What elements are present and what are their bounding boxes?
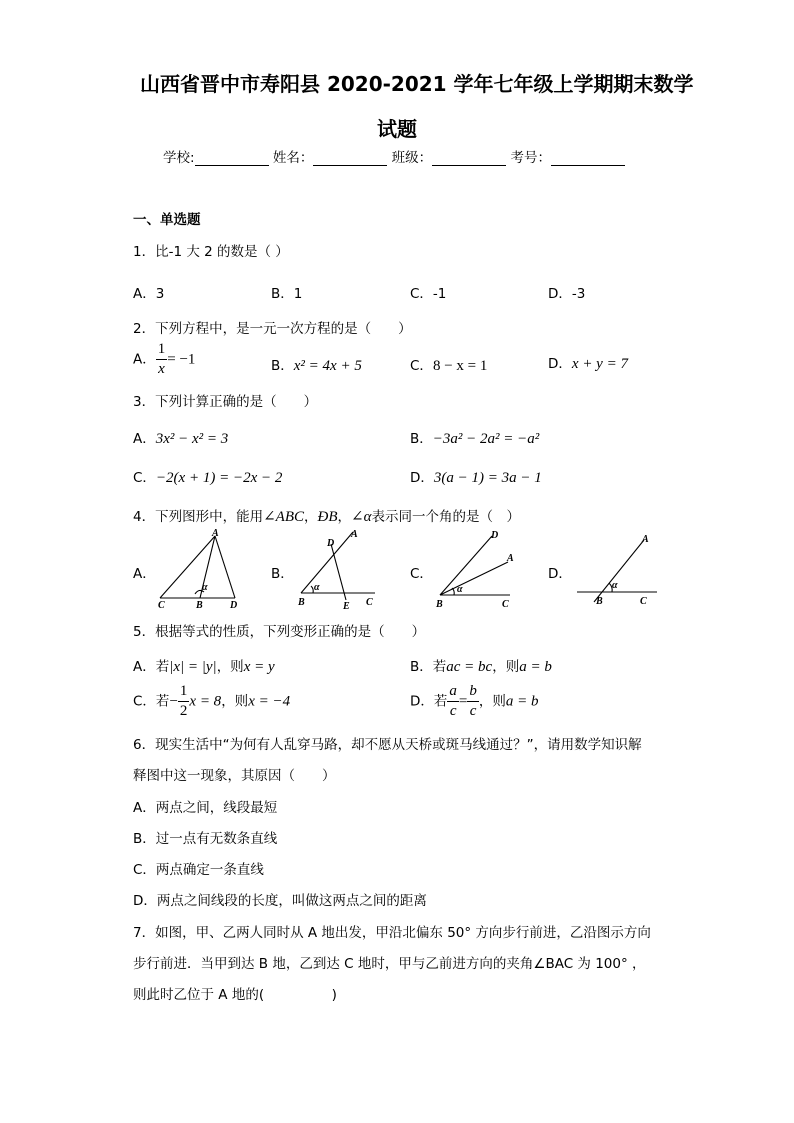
q1-option-c: C．-1 (410, 286, 447, 302)
fig-c-label-a: A (507, 553, 514, 564)
field-class-label: 班级： (391, 150, 433, 166)
fig-b-label-d: D (327, 538, 335, 549)
q5-option-d: D．若 $\frac{a}{c}$ = $\frac{b}{c}$ ，则a = b (410, 683, 539, 719)
fig-b-label-a: A (351, 529, 358, 540)
fig-c-label-alpha: α (457, 584, 463, 595)
q2-option-c: C．8 − x = 1 (410, 358, 488, 374)
section-heading: 一、单选题 (133, 212, 201, 228)
q5-stem: 5．根据等式的性质，下列变形正确的是（ ） (133, 624, 426, 640)
q7-stem-line2: 步行前进．当甲到达 B 地，乙到达 C 地时，甲与乙前进方向的夹角∠BAC 为 100° ， (133, 956, 646, 972)
fig-b-label-c: C (366, 597, 373, 608)
q7-stem-line1: 7．如图，甲、乙两人同时从 A 地出发，甲沿北偏东 50° 方向步行前进，乙沿图示方向 (133, 925, 651, 941)
field-id-label: 考号： (510, 150, 551, 166)
fig-c-label-b: B (436, 599, 443, 610)
fig-a-label-a: A (212, 528, 219, 539)
q4-option-d: D． (548, 566, 572, 582)
q3-option-c: C．−2(x + 1) = −2x − 2 (133, 470, 283, 486)
fig-b-label-b: B (298, 597, 305, 608)
q6-stem-line2: 释图中这一现象，其原因（ ） (133, 768, 336, 784)
q5-option-b: B．若ac = bc，则a = b (410, 659, 552, 675)
q4-option-c: C． (410, 566, 433, 582)
fig-a-label-d: D (230, 600, 238, 611)
field-school-label: 学校: (163, 150, 195, 166)
field-name-label: 姓名： (272, 150, 314, 166)
field-class-blank (432, 151, 506, 166)
field-id-blank (551, 151, 625, 166)
q3-stem: 3．下列计算正确的是（ ） (133, 394, 318, 410)
fig-c-label-d: D (491, 530, 499, 541)
fig-b-label-alpha: α (314, 582, 320, 593)
fig-a-label-c: C (158, 600, 165, 611)
fig-d-label-b: B (596, 596, 603, 607)
info-fields (163, 146, 625, 166)
q1-stem: 1．比-1 大 2 的数是（ ） (133, 244, 289, 260)
q4-figure-c (430, 528, 530, 612)
fig-a-label-alpha: α (202, 582, 208, 593)
q4-option-a: A． (133, 566, 156, 582)
q3-option-d: D．3(a − 1) = 3a − 1 (410, 470, 542, 486)
page-title-line2: 试题 (377, 117, 417, 141)
fig-d-label-a: A (642, 534, 649, 545)
q1-option-b: B．1 (271, 286, 303, 302)
q5-option-a: A．若|x| = |y|，则x = y (133, 659, 275, 675)
q6-option-b: B．过一点有无数条直线 (133, 831, 278, 847)
q2-stem: 2．下列方程中，是一元一次方程的是（ ） (133, 321, 412, 337)
q5-d-fraction-1: $\frac{a}{c}$ (449, 683, 457, 719)
q3-option-b: B．−3a² − 2a² = −a² (410, 431, 540, 447)
q4-figure-d (572, 528, 672, 612)
q4-option-b: B． (271, 566, 294, 582)
q6-option-d: D．两点之间线段的长度，叫做这两点之间的距离 (133, 893, 427, 909)
q4-figure-a (155, 528, 245, 612)
page-title: 山西省晋中市寿阳县 2020-2021 学年七年级上学期期末数学 (140, 72, 694, 96)
q6-stem-line1: 6．现实生活中“为何有人乱穿马路，却不愿从天桥或斑马线通过？”，请用数学知识解 (133, 737, 642, 753)
q5-d-fraction-2: $\frac{b}{c}$ (469, 683, 477, 719)
q2-a-fraction: $\frac{1}{x}$ (157, 341, 166, 377)
q2-option-d: D．x + y = 7 (548, 356, 628, 372)
fig-a-label-b: B (196, 600, 203, 611)
fig-d-label-c: C (640, 596, 647, 607)
field-name-blank (313, 151, 387, 166)
q3-option-a: A．3x² − x² = 3 (133, 431, 229, 447)
q2-option-a: A． $\frac{1}{x}$ = −1 (133, 341, 196, 377)
fig-d-label-alpha: α (612, 580, 618, 591)
q6-option-a: A．两点之间，线段最短 (133, 800, 278, 816)
q5-c-fraction: $\frac{1}{2}$ (179, 683, 188, 719)
fig-c-label-c: C (502, 599, 509, 610)
q5-option-c: C．若− $\frac{1}{2}$ x = 8，则x = −4 (133, 683, 291, 719)
q4-figure-b (293, 528, 383, 612)
field-school-blank (195, 151, 269, 166)
q6-option-c: C．两点确定一条直线 (133, 862, 264, 878)
q1-option-a: A．3 (133, 286, 165, 302)
q2-option-b: B．x² = 4x + 5 (271, 358, 362, 374)
fig-b-label-e: E (343, 601, 350, 612)
q7-stem-line3: 则此时乙位于 A 地的( ) (133, 987, 337, 1003)
q4-stem: 4．下列图形中，能用∠ABC，ÐB，∠α表示同一个角的是（ ） (133, 509, 520, 525)
q1-option-d: D．-3 (548, 286, 586, 302)
